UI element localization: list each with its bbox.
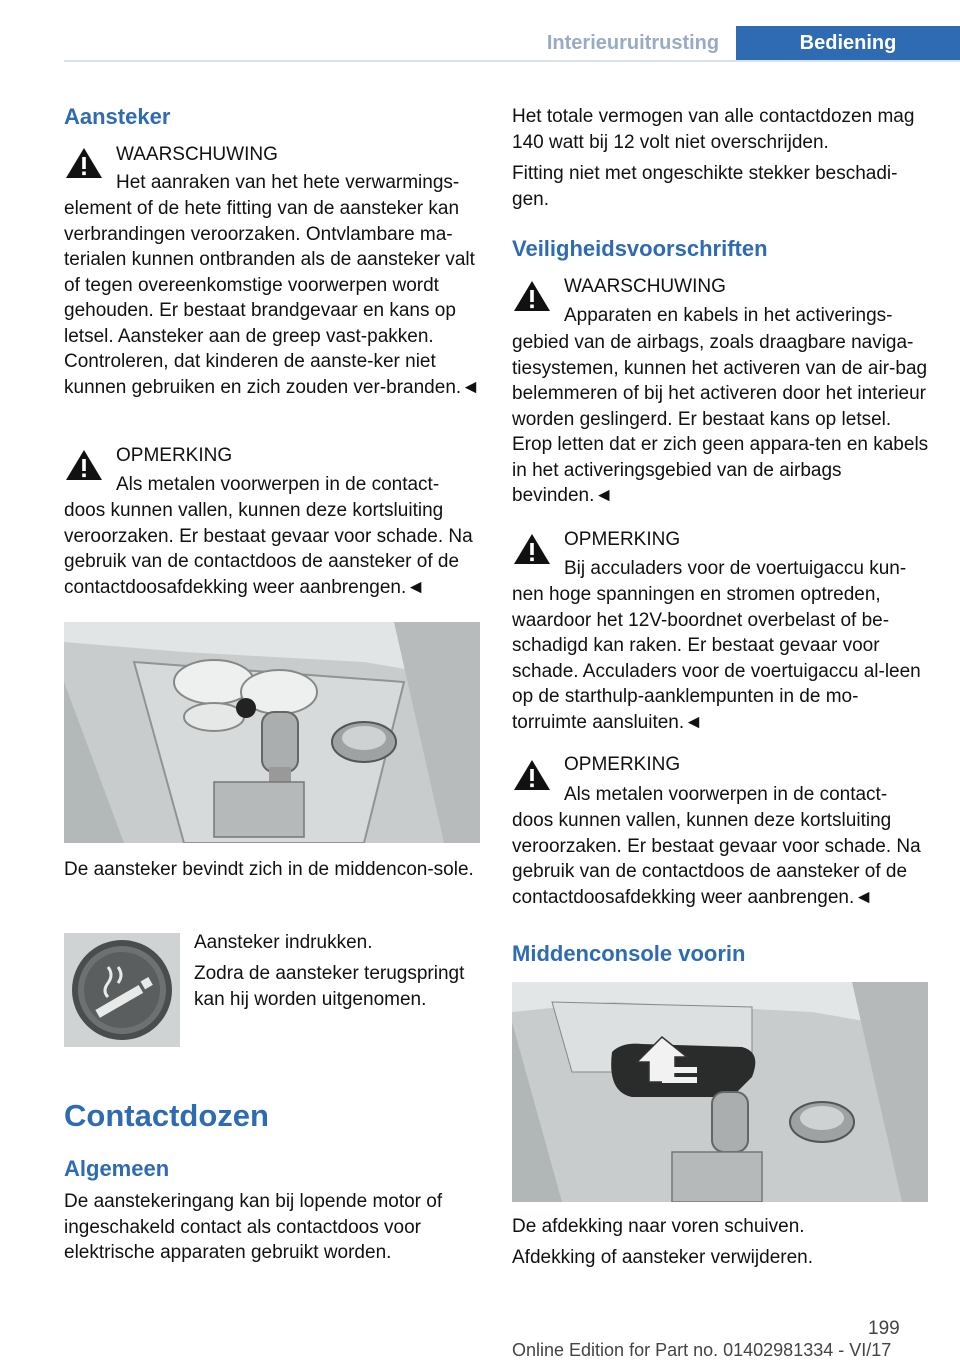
warning-triangle-icon [64,448,104,482]
center-console-photo [64,622,480,843]
chapter-title-contactdozen: Contactdozen [64,1098,269,1133]
header-rule [64,60,960,62]
warning-text: gebied van de airbags, zoals draagbare naviga-tiesystemen, kunnen het activeren van de air-bag belemmeren of bij het activeren door het interieur worden geslingerd. Er bestaat kans op letsel. Erop letten dat er zich geen appara-ten en kabels in het activeringsgebied van de airbags bevinden.◄ [512,332,929,506]
warning-text-first-line: Apparaten en kabels in het activerings- [564,305,893,326]
warning-triangle-icon [512,279,552,313]
warning-triangle-icon [512,758,552,792]
section-title-aansteker: Aansteker [64,104,171,129]
caption-slide-cover: De afdekking naar voren schuiven. [512,1216,805,1237]
section-title-algemeen: Algemeen [64,1156,170,1181]
press-lighter-text: Aansteker indrukken. [194,932,373,953]
caption-remove-cover: Afdekking of aansteker verwijderen. [512,1247,813,1268]
section-title-middenconsole: Middenconsole voorin [512,941,746,966]
notice-text: doos kunnen vallen, kunnen deze kortsluiting veroorzaken. Er bestaat gevaar voor schade. Na gebruik van de contactdoos de aansteker of de contactdoosafdekking weer aanbrengen.◄ [512,810,921,908]
warning-text: element of de hete fitting van de aansteker kan verbrandingen veroorzaken. Ontvlambare ma-terialen kunnen ontbranden als de aansteker valt of tegen overeenkomstige voorwerpen wordt gehouden. Er bestaat brandgevaar en kans op letsel. Aansteker aan de greep vast-pakken. Controleren, dat kinderen de aanste-ker niet kunnen gebruiken en zich zouden ver-branden.◄ [64,198,480,398]
warning-triangle-icon [512,532,552,566]
lighter-removal-text: Zodra de aansteker terugspringt kan hij worden uitgenomen. [194,963,465,1010]
notice-text: nen hoge spanningen en stromen optreden, waardoor het 12V-boordnet overbelast of be-schadigd kan raken. Er bestaat gevaar voor schade. Acculaders voor de voertuigaccu al-leen op de starthulp-aanklempunten in de mo-torruimte aansluiten.◄ [512,584,921,733]
notice-label: OPMERKING [564,754,681,775]
algemeen-text: De aanstekeringang kan bij lopende motor of ingeschakeld contact als contactdoos voor elektrische apparaten gebruikt worden. [64,1191,443,1263]
caption-lighter-location: De aansteker bevindt zich in de middencon-sole. [64,859,474,880]
notice-text-first-line: Als metalen voorwerpen in de contact- [564,784,888,805]
header-tab-section[interactable]: Interieuruitrusting [546,32,720,54]
notice-text-first-line: Bij acculaders voor de voertuigaccu kun- [564,558,907,579]
warning-text-first-line: Het aanraken van het hete verwarmings- [116,172,460,193]
notice-label: OPMERKING [116,445,233,466]
intro-plug-text: Fitting niet met ongeschikte stekker beschadi-gen. [512,163,898,210]
page-number: 199 [868,1318,900,1339]
warning-triangle-icon [64,146,104,180]
header-tab-active[interactable]: Bediening [736,26,960,60]
notice-label: OPMERKING [564,529,681,550]
warning-label: WAARSCHUWING [116,144,278,165]
center-console-cover-photo [512,982,928,1202]
section-title-veiligheid: Veiligheidsvoorschriften [512,236,768,261]
notice-text-first-line: Als metalen voorwerpen in de contact- [116,474,440,495]
warning-label: WAARSCHUWING [564,276,726,297]
cigarette-lighter-icon [64,933,180,1047]
notice-text: doos kunnen vallen, kunnen deze kortsluiting veroorzaken. Er bestaat gevaar voor schade. Na gebruik van de contactdoos de aansteker of de contactdoosafdekking weer aanbrengen.◄ [64,500,473,598]
footer-edition: Online Edition for Part no. 01402981334 - VI/17 [512,1340,892,1360]
intro-power-text: Het totale vermogen van alle contactdozen mag 140 watt bij 12 volt niet overschrijden. [512,106,915,153]
